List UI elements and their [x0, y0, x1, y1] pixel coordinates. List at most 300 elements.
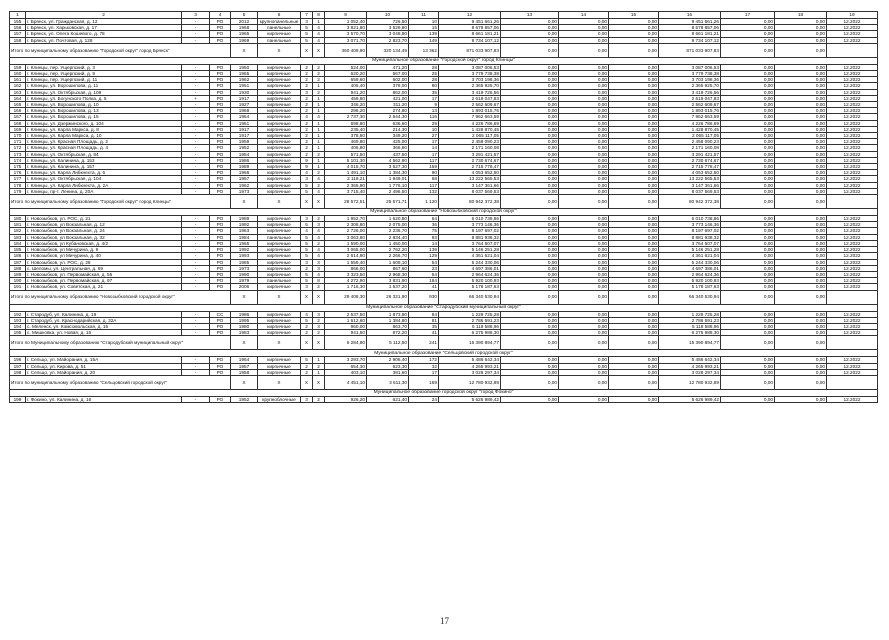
table-cell: РО — [210, 95, 231, 101]
table-cell: 3 779 738,38 — [439, 71, 501, 77]
section-heading-row — [10, 57, 878, 64]
table-cell: 0,00 — [501, 25, 559, 31]
table-cell: 1 952,70 — [325, 216, 367, 222]
table-cell: кирпичные — [258, 188, 301, 194]
table-cell: 3 291 421,57 — [439, 151, 501, 157]
table-cell: РО — [210, 126, 231, 132]
subtotal-cell: X — [258, 43, 301, 57]
table-cell: 7 962 663,59 — [439, 114, 501, 120]
table-cell: 3 — [301, 19, 313, 25]
table-cell: кирпичные — [258, 311, 301, 317]
table-cell: 4 — [301, 114, 313, 120]
table-cell: РО — [210, 317, 231, 323]
table-cell: 0,00 — [501, 317, 559, 323]
table-cell: 0,00 — [721, 222, 775, 228]
table-cell: 2 — [313, 182, 325, 188]
table-cell: 0,00 — [609, 89, 659, 95]
subtotal-cell: 15 390 894,77 — [659, 336, 721, 350]
table-cell: РО — [210, 247, 231, 253]
address-cell: г. Новозыбков, ул. РОС, д. 21 — [26, 216, 182, 222]
table-cell: 0,00 — [609, 120, 659, 126]
subtotal-cell: 26 321,90 — [367, 290, 409, 304]
table-cell: 0,00 — [721, 133, 775, 139]
table-cell: 2 — [301, 77, 313, 83]
table-cell: 0,00 — [501, 133, 559, 139]
table-cell: 5 — [301, 37, 313, 43]
table-cell: 2 — [301, 102, 313, 108]
table-cell: 4 — [301, 228, 313, 234]
table-cell: 2 — [301, 108, 313, 114]
table-cell: 15 — [409, 25, 439, 31]
table-cell: 12.2022 — [827, 317, 878, 323]
table-cell: 1 — [313, 164, 325, 170]
table-cell: 132 — [409, 188, 439, 194]
table-cell: 12.2022 — [827, 95, 878, 101]
table-cell: 0,00 — [501, 71, 559, 77]
table-cell: 1958 — [231, 369, 258, 375]
table-cell: 156 — [10, 25, 26, 31]
table-cell: 0,00 — [721, 234, 775, 240]
table-cell: РО — [210, 357, 231, 363]
table-cell: кирпичные — [258, 222, 301, 228]
table-cell: 8 197 697,02 — [439, 228, 501, 234]
address-cell: г. Клинцы, ул. Красная Площадь, д. 4 — [26, 145, 182, 151]
table-cell: 3 773 146,36 — [439, 222, 501, 228]
table-cell: 2 — [301, 71, 313, 77]
subtotal-cell: 12 780 932,89 — [659, 375, 721, 389]
address-cell: с. Шеломы, ул. Центральная, д. 69 — [26, 265, 182, 271]
table-cell: 0,00 — [609, 139, 659, 145]
table-cell: 0,00 — [501, 330, 559, 336]
table-cell: 0,00 — [501, 151, 559, 157]
table-cell: 54 — [409, 259, 439, 265]
address-cell: г. Новозыбков, ул Мичурина, д. 9 — [26, 247, 182, 253]
address-cell: г. Клинцы, пер. Ущерпский, д. 3 — [26, 64, 182, 70]
table-cell: 199 — [10, 396, 26, 402]
table-cell: 9 — [409, 102, 439, 108]
table-cell: 157 — [10, 31, 26, 37]
table-cell: 12.2022 — [827, 37, 878, 43]
subtotal-row — [10, 43, 878, 57]
table-cell: - — [182, 64, 210, 70]
subtotal-cell: 0,00 — [609, 375, 659, 389]
address-cell: г. Брянск, ул. Олега Кошевого, д. 78 — [26, 31, 182, 37]
table-cell: 170 — [10, 133, 26, 139]
table-cell: кирпичные — [258, 83, 301, 89]
table-cell: 12.2022 — [827, 188, 878, 194]
table-cell: 437,50 — [367, 151, 409, 157]
table-cell: 2 — [301, 330, 313, 336]
table-cell: 2 — [313, 317, 325, 323]
table-cell: 0,00 — [775, 170, 827, 176]
table-cell: 0,00 — [721, 216, 775, 222]
table-cell: - — [182, 271, 210, 277]
table-cell: 2 — [313, 77, 325, 83]
table-cell: 0,00 — [501, 126, 559, 132]
table-cell: кирпичные — [258, 330, 301, 336]
table-cell: 0,00 — [721, 108, 775, 114]
table-cell: 13 222 565,53 — [439, 176, 501, 182]
table-cell: РО — [210, 188, 231, 194]
subtotal-cell: 0,00 — [775, 195, 827, 209]
table-cell: 90 — [409, 170, 439, 176]
table-cell: 0,00 — [501, 234, 559, 240]
table-cell: 620,20 — [325, 71, 367, 77]
table-cell: 3 — [301, 216, 313, 222]
table-cell: 346,20 — [325, 102, 367, 108]
table-cell: 4 361 621,04 — [439, 253, 501, 259]
table-cell: 1965 — [231, 240, 258, 246]
address-cell: г. Новозыбков, ул. Первомайская, д. 55 — [26, 271, 182, 277]
table-cell: 2 118,21 — [325, 176, 367, 182]
subtotal-cell: X — [258, 336, 301, 350]
table-cell: РО — [210, 234, 231, 240]
table-cell: 5 — [301, 234, 313, 240]
table-cell: 0,00 — [609, 278, 659, 284]
table-cell: РО — [210, 102, 231, 108]
address-cell: г. Сельцо, ул. Майорания, д. 20 — [26, 369, 182, 375]
table-cell: 0,00 — [559, 253, 609, 259]
table-cell: 0,00 — [775, 95, 827, 101]
table-cell: 1951 — [231, 83, 258, 89]
subtotal-cell: X — [231, 195, 258, 209]
table-cell: 941,20 — [325, 89, 367, 95]
table-cell: 0,00 — [721, 31, 775, 37]
table-cell: 192 — [10, 311, 26, 317]
table-cell: 5 920 100,93 — [439, 278, 501, 284]
table-cell: РО — [210, 83, 231, 89]
table-cell: 9 — [301, 164, 313, 170]
table-cell: 35 — [409, 323, 439, 329]
table-cell: 5 — [301, 222, 313, 228]
table-cell: 0,00 — [721, 182, 775, 188]
section-heading: Муниципальное образование "Сельцовский городской округ" — [10, 350, 878, 357]
table-cell: 0,00 — [609, 271, 659, 277]
address-cell: г. Брянск, ул. Харьковская, д. 17 — [26, 25, 182, 31]
table-cell: 5 — [301, 247, 313, 253]
column-number-cell: 18 — [775, 12, 827, 19]
table-cell: кирпичные — [258, 369, 301, 375]
table-cell: 1 384,80 — [367, 317, 409, 323]
table-cell: - — [182, 247, 210, 253]
table-cell: 1 — [313, 145, 325, 151]
table-cell: 0,00 — [609, 114, 659, 120]
table-cell: 0,00 — [775, 278, 827, 284]
table-cell: 4 — [313, 176, 325, 182]
table-cell: 165 — [10, 102, 26, 108]
table-cell: 2006 — [231, 284, 258, 290]
table-cell: кирпичные — [258, 120, 301, 126]
table-cell: 1986 — [231, 311, 258, 317]
table-cell: РО — [210, 77, 231, 83]
table-cell: 2 834,40 — [367, 234, 409, 240]
column-number-cell: 13 — [501, 12, 559, 19]
table-cell: 129 — [409, 253, 439, 259]
table-cell: 0,00 — [609, 284, 659, 290]
table-cell: 2 — [301, 133, 313, 139]
table-cell: - — [182, 369, 210, 375]
table-cell: 0,00 — [609, 151, 659, 157]
table-cell: кирпичные — [258, 133, 301, 139]
subtotal-cell: X — [301, 195, 313, 209]
table-cell: 167 — [10, 114, 26, 120]
subtotal-cell: 5 112,50 — [367, 336, 409, 350]
table-cell: 0,00 — [721, 369, 775, 375]
table-cell: 2 — [313, 216, 325, 222]
table-cell: 12.2022 — [827, 222, 878, 228]
table-cell: 139 — [409, 247, 439, 253]
table-cell: 12.2022 — [827, 357, 878, 363]
table-cell: 1952 — [231, 145, 258, 151]
table-cell: 381,60 — [367, 369, 409, 375]
table-cell: 93 — [409, 234, 439, 240]
table-cell: 0,00 — [559, 77, 609, 83]
table-cell: 2 266,70 — [367, 253, 409, 259]
table-cell: 8 661 181,21 — [659, 31, 721, 37]
table-cell: 0,00 — [775, 83, 827, 89]
table-cell: 3 293,70 — [325, 357, 367, 363]
table-cell: 0,00 — [501, 311, 559, 317]
table-cell: 12.2022 — [827, 228, 878, 234]
table-cell: - — [182, 164, 210, 170]
table-cell: 3 028 297,34 — [659, 369, 721, 375]
table-cell: 2 823,70 — [367, 37, 409, 43]
table-cell: 158 — [10, 37, 26, 43]
table-cell: 0,00 — [721, 284, 775, 290]
table-cell: 0,00 — [775, 369, 827, 375]
table-cell: кирпичные — [258, 71, 301, 77]
table-cell: 0,00 — [501, 271, 559, 277]
table-cell: - — [182, 311, 210, 317]
table-cell: 6 010 738,86 — [659, 216, 721, 222]
table-cell: 1993 — [231, 253, 258, 259]
table-cell: 4 562,90 — [367, 157, 409, 163]
table-cell: - — [182, 170, 210, 176]
address-cell: г. Стародуб, ул. Краснодарийская, д. 32А — [26, 317, 182, 323]
table-cell: 41 — [409, 284, 439, 290]
table-cell: 12.2022 — [827, 216, 878, 222]
table-cell: 0,00 — [501, 77, 559, 83]
table-cell: 0,00 — [559, 95, 609, 101]
table-cell: 3 779 738,38 — [659, 71, 721, 77]
table-cell: - — [182, 222, 210, 228]
table-cell: 378,00 — [367, 83, 409, 89]
table-cell: 5 146 251,28 — [659, 247, 721, 253]
table-cell: 166 — [10, 108, 26, 114]
subtotal-cell: 29 408,30 — [325, 290, 367, 304]
table-cell: 235,40 — [325, 126, 367, 132]
table-cell: 0,00 — [721, 317, 775, 323]
table-cell: РО — [210, 228, 231, 234]
table-cell: 1 776,10 — [367, 182, 409, 188]
table-cell: 0,00 — [721, 19, 775, 25]
table-cell: 1 052,40 — [325, 19, 367, 25]
table-cell: 0,00 — [721, 170, 775, 176]
table-cell: кирпичные — [258, 317, 301, 323]
table-cell: 0,00 — [721, 95, 775, 101]
table-cell: 0,00 — [501, 37, 559, 43]
table-cell: 13 222 565,53 — [659, 176, 721, 182]
table-cell: 3 147 361,66 — [439, 182, 501, 188]
table-cell: 0,00 — [501, 396, 559, 402]
table-cell: 2 — [313, 170, 325, 176]
table-cell: 3 703 198,36 — [439, 77, 501, 83]
subtotal-cell: 169 — [409, 375, 439, 389]
table-cell: панельные — [258, 234, 301, 240]
table-cell: 0,00 — [559, 120, 609, 126]
table-cell: 0,00 — [559, 64, 609, 70]
table-cell: 12.2022 — [827, 114, 878, 120]
table-cell: 5 178 187,63 — [439, 284, 501, 290]
table-cell: 1 — [313, 157, 325, 163]
table-cell: 84 — [409, 311, 439, 317]
address-cell: г. Сельцо, ул. Кирова, д. 51 — [26, 363, 182, 369]
table-cell: 9 734 107,12 — [659, 37, 721, 43]
table-cell: кирпичные — [258, 176, 301, 182]
table-cell: 2 619 047,83 — [439, 95, 501, 101]
table-cell: 3 419 726,56 — [659, 89, 721, 95]
table-cell: 1986 — [231, 157, 258, 163]
table-cell: 0,00 — [721, 311, 775, 317]
table-cell: 1 — [313, 139, 325, 145]
table-cell: 3 764 507,07 — [659, 240, 721, 246]
table-cell: 2 365 925,70 — [439, 83, 501, 89]
table-cell: 5 626 989,42 — [659, 396, 721, 402]
subtotal-cell: 241 — [409, 336, 439, 350]
table-cell: 2 458 090,23 — [659, 139, 721, 145]
subtotal-label: Итого по муниципальному образованию "Городской округ" город Клинцы" — [10, 195, 231, 209]
address-cell: с. Меленск, ул. Комсомольская, д. 15 — [26, 323, 182, 329]
subtotal-cell: X — [313, 43, 325, 57]
table-cell: 0,00 — [609, 95, 659, 101]
table-cell: 8 037 569,53 — [439, 188, 501, 194]
address-cell: г. Клинцы, ул. Октябрьская, д. 108 — [26, 89, 182, 95]
table-cell: 2 075,00 — [367, 222, 409, 228]
table-cell: 8 881 938,32 — [659, 234, 721, 240]
table-cell: 0,00 — [609, 126, 659, 132]
table-cell: 0,00 — [775, 139, 827, 145]
table-cell: 0,00 — [721, 247, 775, 253]
table-cell: - — [182, 25, 210, 31]
table-cell: 0,00 — [559, 311, 609, 317]
subtotal-cell: X — [231, 43, 258, 57]
table-cell: 0,00 — [775, 133, 827, 139]
table-cell: 0,00 — [609, 216, 659, 222]
table-cell: 0,00 — [775, 265, 827, 271]
table-cell: 0,00 — [609, 102, 659, 108]
table-cell: 185 — [10, 247, 26, 253]
subtotal-cell: X — [258, 290, 301, 304]
column-number-cell: 12 — [439, 12, 501, 19]
table-cell: 12.2022 — [827, 83, 878, 89]
table-cell: 0,00 — [559, 188, 609, 194]
table-cell: 459,80 — [325, 95, 367, 101]
table-cell: крупнопанельные — [258, 19, 301, 25]
table-cell: - — [182, 102, 210, 108]
subtotal-cell: 28 572,51 — [325, 195, 367, 209]
table-cell: 12.2022 — [827, 330, 878, 336]
table-cell: 960,00 — [325, 323, 367, 329]
column-number-cell: 17 — [721, 12, 775, 19]
table-cell: 0,00 — [775, 151, 827, 157]
table-cell: 0,00 — [559, 284, 609, 290]
table-cell: - — [182, 253, 210, 259]
table-cell: 4 — [313, 37, 325, 43]
table-cell: 296,20 — [325, 108, 367, 114]
table-cell: 406,40 — [325, 83, 367, 89]
table-cell: 12.2022 — [827, 164, 878, 170]
table-cell: 311,20 — [367, 102, 409, 108]
table-cell: 378,80 — [325, 133, 367, 139]
address-cell: г. Новозыбков, ул Вокзальная, д. 12 — [26, 222, 182, 228]
table-cell: 10 — [409, 126, 439, 132]
table-cell: - — [182, 157, 210, 163]
table-cell: 0,00 — [775, 182, 827, 188]
table-cell: 9 451 661,26 — [439, 19, 501, 25]
table-cell: 5 — [301, 182, 313, 188]
table-cell: 0,00 — [501, 83, 559, 89]
table-cell: 176 — [10, 170, 26, 176]
table-cell: 35 — [409, 89, 439, 95]
table-cell: 0,00 — [609, 188, 659, 194]
table-cell: РО — [210, 265, 231, 271]
table-cell: 68 — [409, 176, 439, 182]
subtotal-cell: X — [258, 195, 301, 209]
table-cell: 1980 — [231, 323, 258, 329]
column-number-cell: 5 — [231, 12, 258, 19]
table-cell: 0,00 — [609, 357, 659, 363]
table-cell: 2 065 117,05 — [439, 133, 501, 139]
table-cell: 0,00 — [775, 77, 827, 83]
subtotal-cell: 15 390 894,77 — [439, 336, 501, 350]
table-cell: - — [182, 278, 210, 284]
table-cell: 2 715 778,47 — [439, 164, 501, 170]
table-cell: кирпичные — [258, 363, 301, 369]
table-cell: 0,00 — [559, 176, 609, 182]
table-cell: 5 486 642,34 — [659, 357, 721, 363]
table-cell: 2 — [301, 369, 313, 375]
table-cell: 184 — [409, 278, 439, 284]
table-cell: РО — [210, 164, 231, 170]
table-cell: 3 821,80 — [325, 25, 367, 31]
table-cell: 23 — [409, 265, 439, 271]
table-cell: 2 — [313, 71, 325, 77]
table-cell: 0,00 — [501, 182, 559, 188]
table-cell: 0,00 — [609, 77, 659, 83]
table-cell: РО — [210, 139, 231, 145]
table-cell: 2 — [313, 89, 325, 95]
table-cell: 4 265 993,21 — [439, 363, 501, 369]
table-cell: кирпичные — [258, 126, 301, 132]
table-cell: РО — [210, 222, 231, 228]
table-cell: РО — [210, 284, 231, 290]
address-cell: г. Новозыбков, ул Кубановская, д. 4/2 — [26, 240, 182, 246]
table-cell: 1 612,60 — [325, 317, 367, 323]
address-cell: г. Новозыбков, ул Вокзальная, д. 24 — [26, 228, 182, 234]
table-cell: 5 — [301, 278, 313, 284]
table-cell: 1964 — [231, 114, 258, 120]
table-cell: 12.2022 — [827, 323, 878, 329]
table-cell: 3 — [301, 396, 313, 402]
table-cell: 0,00 — [609, 31, 659, 37]
table-cell: кирпичные — [258, 253, 301, 259]
table-cell: 12.2022 — [827, 369, 878, 375]
table-cell: 0,00 — [559, 265, 609, 271]
table-cell: РО — [210, 133, 231, 139]
table-cell: 1962 — [231, 77, 258, 83]
table-cell: 1952 — [231, 396, 258, 402]
table-cell: 12.2022 — [827, 182, 878, 188]
